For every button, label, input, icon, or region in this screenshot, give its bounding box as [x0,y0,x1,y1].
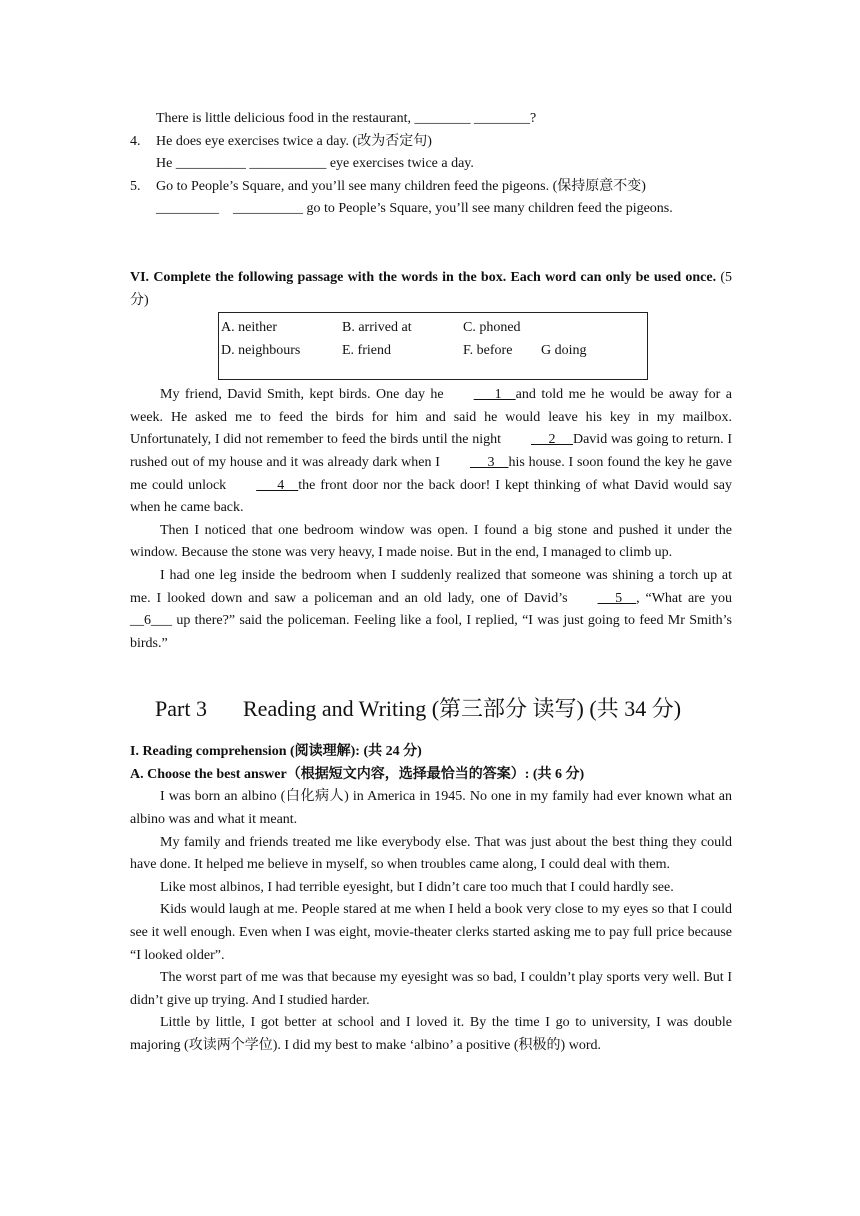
passage-text: the front door nor the back door! I kept thinking of what David would say when he came back. [130,477,732,516]
section-6-score: (5 分) [130,269,732,308]
passage-text: and told me he would be away for a week. He asked me to feed the birds for him and said he would leave his key in my mailbox. Unfortunately, I did not remember to feed the birds until the night [130,387,732,448]
reading-paragraph: My family and friends treated me like everybody else. That was just about the best thing they could have done. It helped me believe in myself, so when troubles came along, I could deal with them. [130,834,732,873]
question-text: Go to People’s Square, and you’ll see many children feed the pigeons. (保持原意不变) [156,178,646,194]
blank-3: 3 [469,454,509,470]
part-label: Part 3 [155,696,207,722]
passage-paragraph [130,384,732,520]
question-4-fill: He __________ ___________ eye exercises twice a day. [156,156,474,172]
section-6-title: VI. Complete the following passage with the words in the box. Each word can only be used once. [130,269,717,285]
part-title: Reading and Writing (第三部分 读写) (共 34 分) [243,696,682,722]
passage-text: My friend, David Smith, kept birds. One day he [160,387,444,403]
question-3-fill: There is little delicious food in the restaurant, ________ ________? [156,111,537,126]
word-option: F. before [463,342,513,358]
word-box-row [221,317,647,340]
section-6-heading [130,267,732,312]
word-option: A. neither [221,320,277,336]
word-option: B. arrived at [342,320,412,336]
question-number: 4. [130,133,141,149]
word-box-row [221,340,647,363]
passage-text: , “What are you __6___ up there?” said the policeman. Feeling like a fool, I replied, “I was just going to feed Mr Smith’s birds.” [130,590,732,651]
blank-5: 5 [597,590,637,606]
question-number: 5. [130,178,141,194]
word-option: E. friend [342,342,391,358]
reading-paragraph: Little by little, I got better at school and I loved it. By the time I go to university, I was double majoring (攻读两个学位). I did my best to make ‘albino’ a positive (积极的) word. [130,1015,732,1053]
question-4 [130,131,732,154]
reading-paragraph: Like most albinos, I had terrible eyesight, but I didn’t care too much that I could hardly see. [160,879,674,895]
part-3-heading [155,695,732,723]
document-page [130,108,732,1058]
word-option: C. phoned [463,320,521,336]
word-box [218,312,648,380]
reading-paragraph: I was born an albino (白化病人) in America in 1945. No one in my family had ever known what an albino was and what it meant. [130,789,732,828]
passage-text: I had one leg inside the bedroom when I suddenly realized that someone was shining a torch up at me. I looked down and saw a policeman and an old lady, one of David’s [130,567,732,606]
passage-text: his house. I soon found the key he gave me could unlock [130,454,733,493]
blank-4: 4 [256,477,299,493]
question-5 [130,176,732,199]
passage-paragraph: Then I noticed that one bedroom window was open. I found a big stone and pushed it under the window. Because the stone was very heavy, I made noise. But in the end, I managed to climb up. [130,522,732,561]
word-option: G doing [541,342,587,358]
passage-text: David was going to return. I rushed out of my house and it was already dark when I [130,432,732,470]
blank-2: 2 [530,432,573,448]
blank-1: 1 [473,387,516,403]
passage-paragraph [130,565,732,655]
reading-subheading: A. Choose the best answer（根据短文内容，选择最恰当的答案）: (共 6 分) [130,766,585,782]
reading-heading: I. Reading comprehension (阅读理解): (共 24 分) [130,744,422,760]
question-text: He does eye exercises twice a day. (改为否定句) [156,133,432,149]
question-5-fill: _________ __________ go to People’s Square, you’ll see many children feed the pigeons. [156,201,673,217]
word-option: D. neighbours [221,342,301,358]
reading-paragraph: The worst part of me was that because my eyesight was so bad, I couldn’t play sports very well. But I didn’t give up trying. And I studied harder. [130,970,732,1008]
reading-paragraph: Kids would laugh at me. People stared at me when I held a book very close to my eyes so that I could see it well enough. Even when I was eight, movie-theater clerks started asking me to pay full price because “I looked older”. [130,902,732,963]
